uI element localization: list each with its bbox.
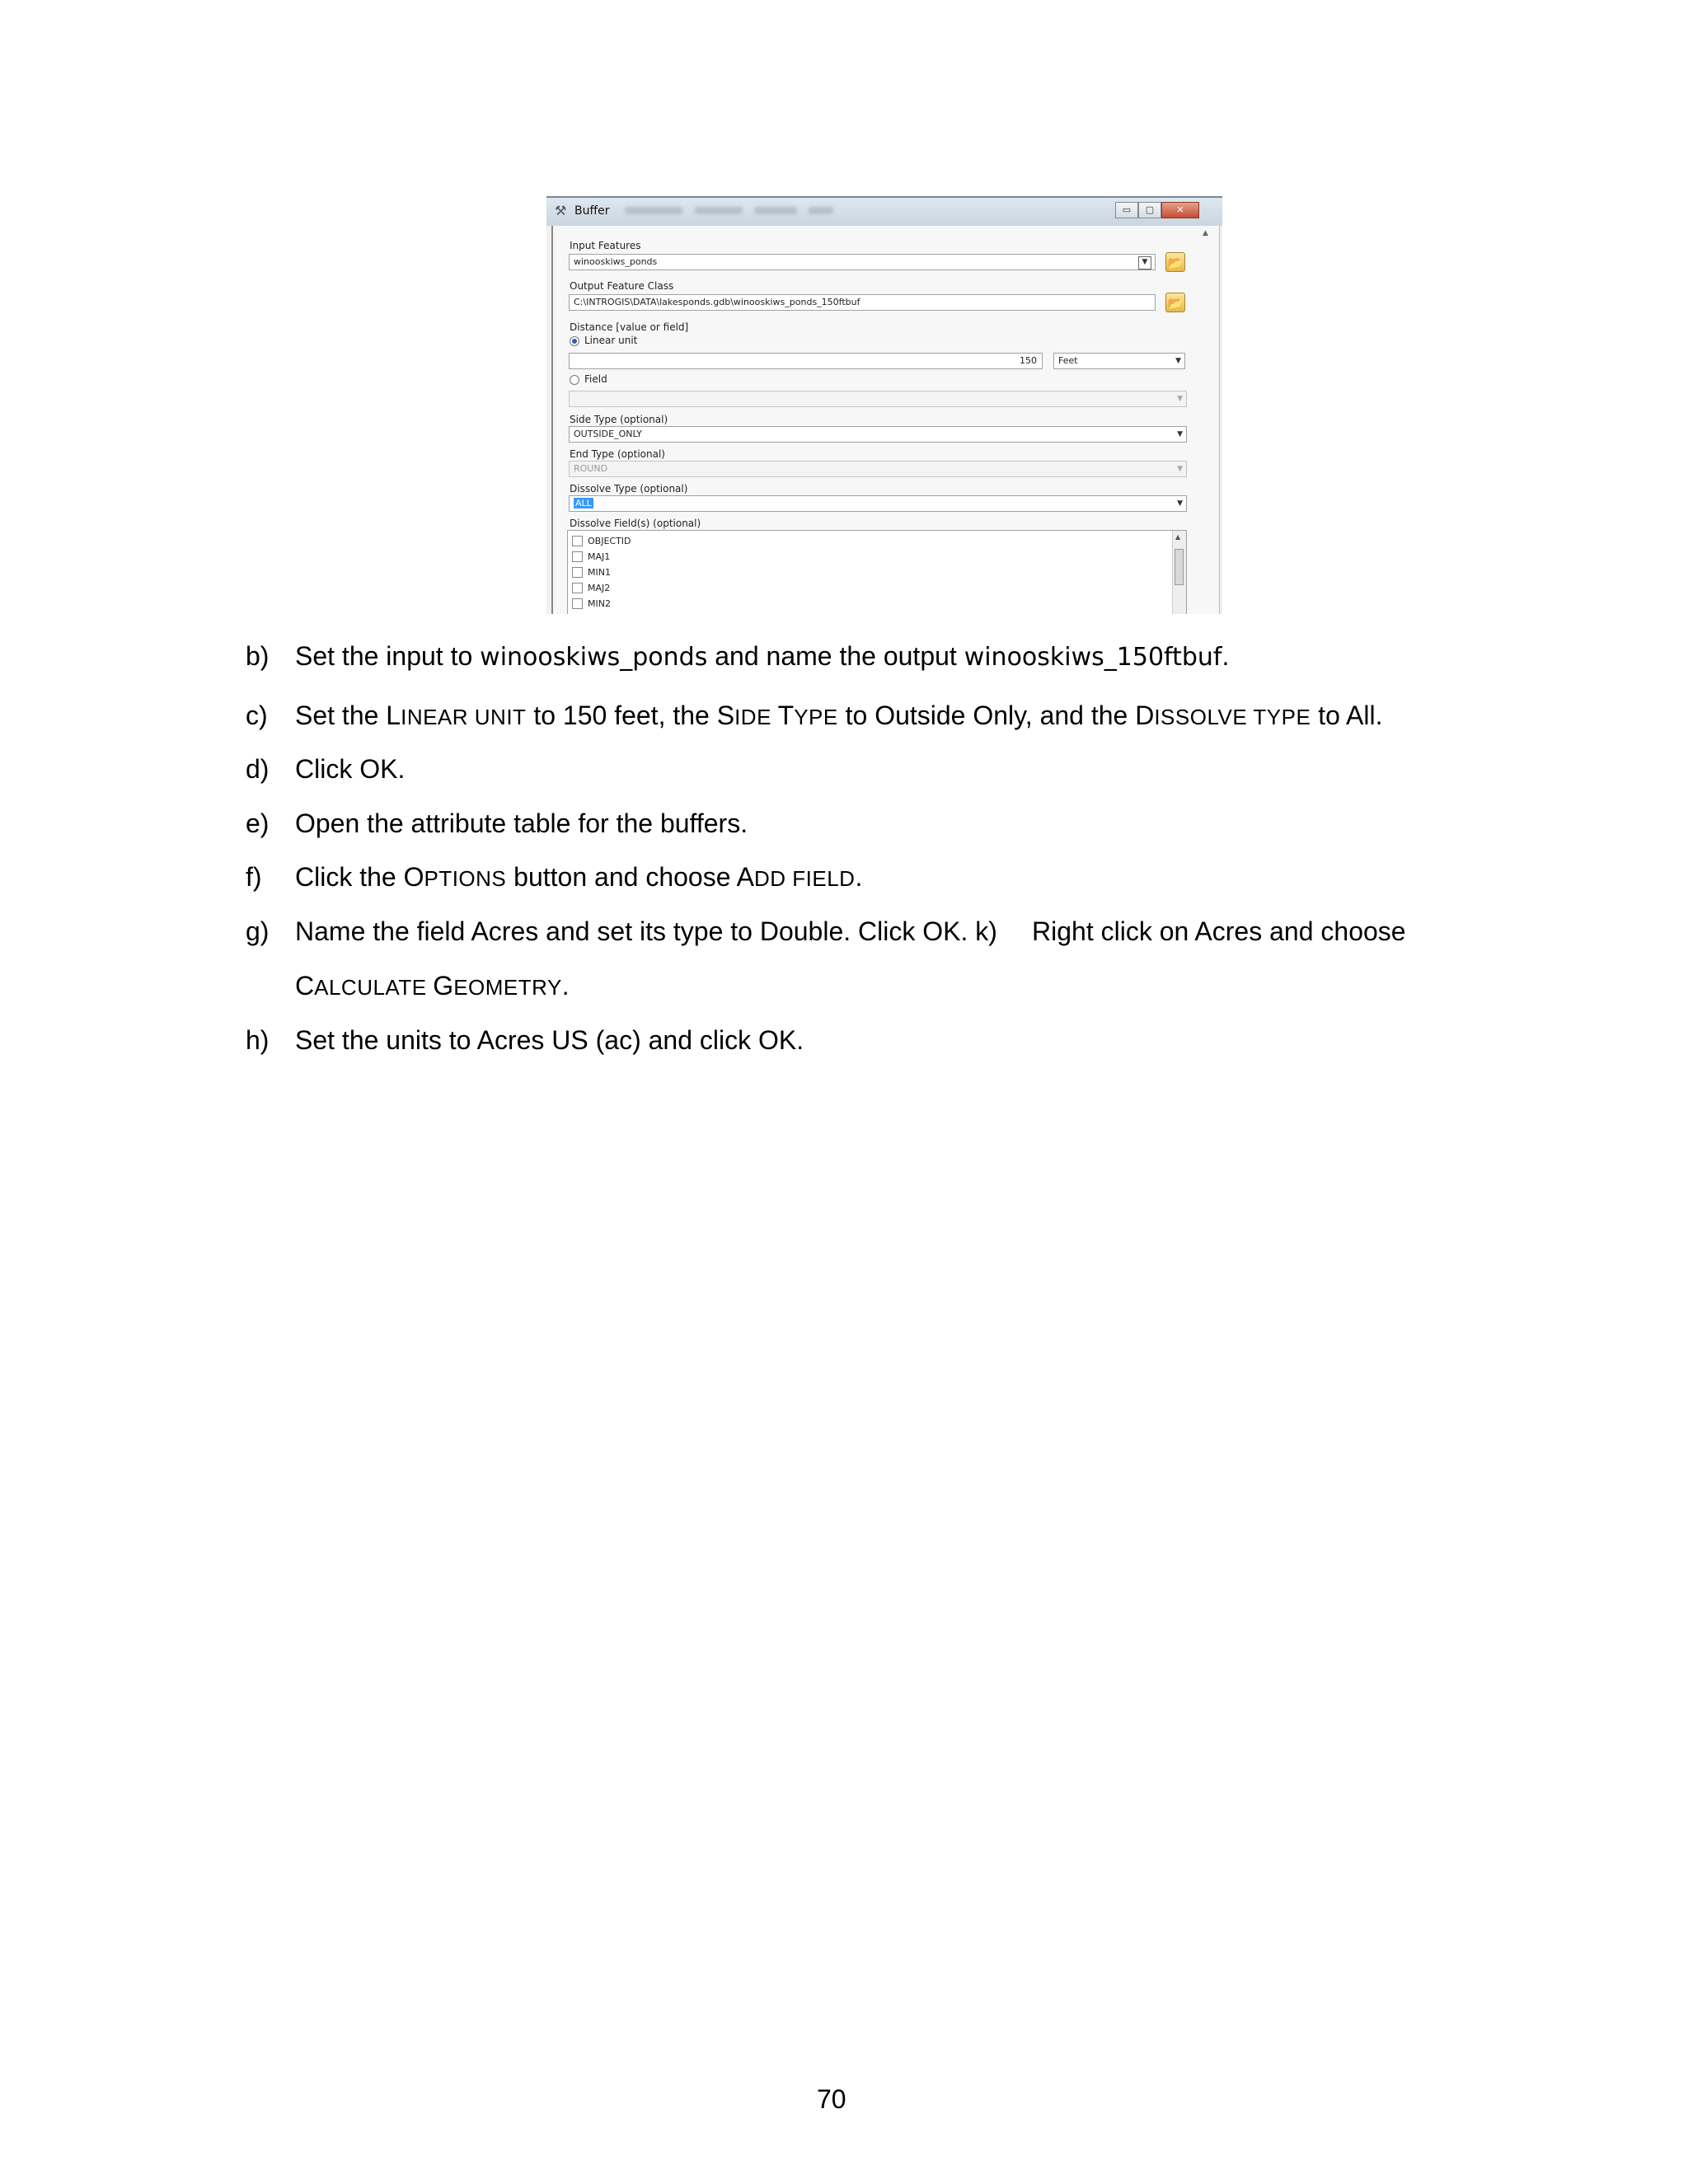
chevron-down-icon[interactable]: ▼ [1177,465,1183,473]
scrollbar-thumb[interactable] [1175,549,1184,585]
side-type-value: OUTSIDE_ONLY [574,429,642,439]
linear-unit-label: Linear unit [584,335,638,346]
step-text-continued: Right click on Acres and choose [1032,916,1406,946]
dissolve-type-value: ALL [575,498,592,509]
distance-field-select[interactable] [569,391,1187,407]
checkbox[interactable] [572,567,583,578]
step-g [246,916,1482,1007]
linear-unit-value-input[interactable]: 150 [569,353,1043,369]
output-feature-class-input[interactable]: C:\INTROGIS\DATA\lakesponds.gdb\winooskiws_ponds_150ftbuf [569,294,1156,311]
folder-open-icon[interactable]: 📂 [1165,252,1185,272]
dissolve-type-select[interactable] [569,495,1187,512]
hammer-icon: ⚒ [555,203,567,218]
page-number: 70 [817,2084,846,2114]
step-text: Name the field Acres and set its type to Double. Click OK. k) [295,916,997,946]
field-label: Field [584,373,607,385]
step-text: Click the OPTIONS button and choose ADD FIELD. [295,862,863,892]
folder-open-icon[interactable]: 📂 [1165,293,1185,312]
checkbox[interactable] [572,551,583,562]
blurred-menu-text [754,207,797,214]
step-marker: f) [246,862,262,892]
maximize-button[interactable]: ▢ [1138,202,1161,218]
side-type-label: Side Type (optional) [570,414,668,425]
chevron-down-icon[interactable]: ▼ [1177,499,1183,508]
chevron-down-icon[interactable]: ▼ [1177,430,1183,438]
step-marker: g) [246,916,270,946]
checkbox[interactable] [572,583,583,593]
dissolve-type-label: Dissolve Type (optional) [570,483,688,494]
input-features-value: winooskiws_ponds [574,256,658,267]
chevron-down-icon[interactable]: ▼ [1175,357,1181,365]
dialog-title: Buffer [574,204,610,218]
input-features-label: Input Features [570,240,641,251]
list-item[interactable]: MIN2 [572,596,611,611]
end-type-select[interactable] [569,461,1187,477]
minimize-button[interactable]: ▭ [1115,202,1138,218]
step-marker: c) [246,701,268,730]
list-item[interactable]: MAJ2 [572,580,610,595]
step-marker: e) [246,808,270,838]
dialog-titlebar [546,196,1222,226]
end-type-value: ROUND [574,463,608,474]
linear-unit-select[interactable] [1053,353,1185,369]
blurred-menu-text [695,207,743,214]
distance-label: Distance [value or field] [570,321,689,333]
linear-unit-radio[interactable] [570,336,579,346]
chevron-down-icon[interactable]: ▼ [1138,256,1151,269]
chevron-down-icon[interactable]: ▼ [1177,395,1183,403]
list-scrollbar[interactable] [1172,531,1186,614]
end-type-label: End Type (optional) [570,448,665,460]
step-text: Set the input to winooskiws_ponds and name the output winooskiws_150ftbuf. [295,641,1230,672]
list-item[interactable]: MIN1 [572,565,611,579]
input-features-select[interactable] [569,254,1156,270]
checkbox[interactable] [572,536,583,546]
close-button[interactable]: ✕ [1161,202,1199,218]
step-marker: h) [246,1025,270,1055]
list-item[interactable]: MAJ1 [572,549,610,564]
step-text-line-2: CALCULATE GEOMETRY. [295,971,570,1001]
side-type-select[interactable] [569,426,1187,443]
step-marker: b) [246,641,270,671]
output-feature-class-label: Output Feature Class [570,280,674,292]
checkbox[interactable] [572,598,583,609]
linear-unit-unit: Feet [1058,355,1078,366]
chevron-up-icon[interactable]: ▲ [1175,533,1181,541]
blurred-menu-text [625,207,682,214]
chevron-up-icon[interactable]: ▲ [1203,229,1208,237]
blurred-menu-text [809,207,833,214]
dissolve-fields-list[interactable] [567,530,1187,614]
step-text: Click OK. [295,754,406,784]
step-marker: d) [246,754,270,784]
field-radio[interactable] [570,375,579,385]
step-text: Set the LINEAR UNIT to 150 feet, the SIDE TYPE to Outside Only, and the DISSOLVE TYPE to All. [295,701,1383,730]
buffer-dialog-screenshot [546,196,1222,614]
step-text: Set the units to Acres US (ac) and click OK. [295,1025,804,1055]
step-text: Open the attribute table for the buffers. [295,808,748,838]
list-item[interactable]: OBJECTID [572,533,631,548]
dissolve-fields-label: Dissolve Field(s) (optional) [570,518,701,529]
